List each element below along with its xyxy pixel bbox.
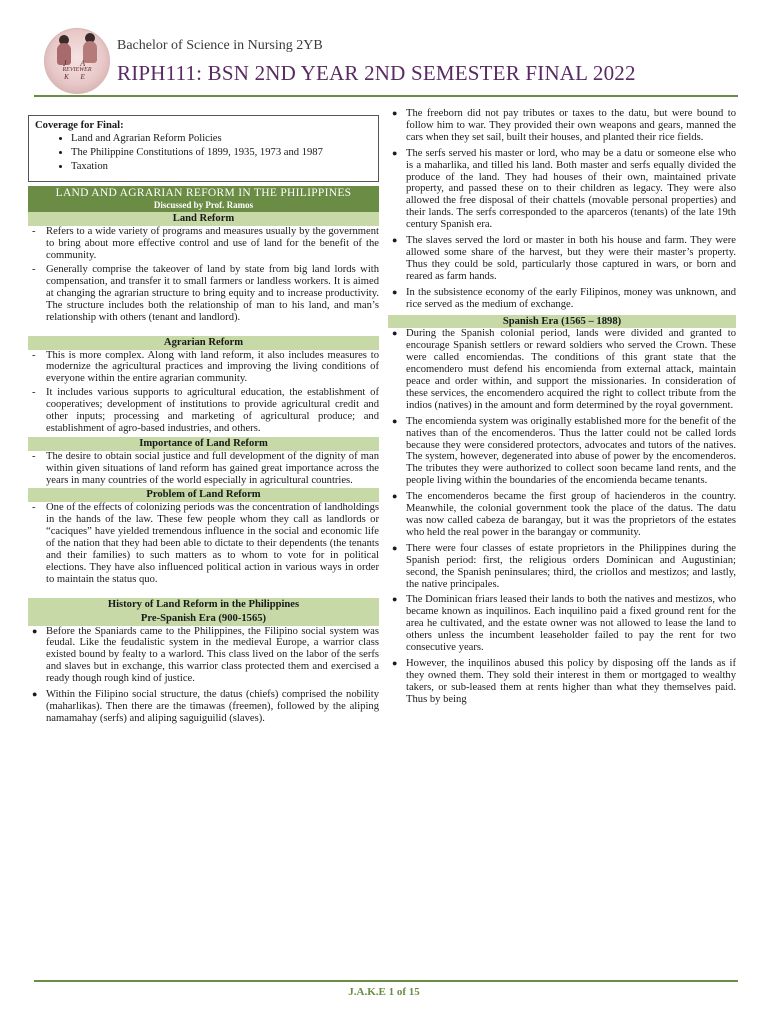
list-item [388,416,736,487]
list-item [28,689,379,725]
logo-text: K E [64,73,90,81]
bullet-marker: ● [392,286,398,297]
list-item-text: The desire to obtain social justice and full development of the dignity of man within given situations of land reform has gained great importance across the years in many countries of the world especially in agricultural countries. [46,450,379,486]
footer-divider [34,980,738,982]
coverage-item: • Taxation [71,161,372,173]
list-item-text: The Dominican friars leased their lands to both the natives and mestizos, who became known as inquilinos. Each inquilino paid a fixed ground rent for the area he cultivated, and the estate owner was not allowed to lease the land to others unless the incumbent leaseholder failed to pay the rent for two consecutive years. [406,594,736,654]
list-item-text: Within the Filipino social structure, the datus (chiefs) comprised the nobility (maharlikas). Then there are the timawas (freemen), followed by the aliping namamahay (serfs) and aliping saguiguilid (slaves). [46,689,379,724]
list-item-text: There were four classes of estate proprietors in the Philippines during the Spanish period: first, the religious orders Dominican and Augustinian; second, the Spanish peninsulares; third, the criollos and mestizos; and lastly, the native principales. [406,542,736,590]
list-item [388,543,736,591]
bullet-marker: ● [32,625,38,636]
list-item-text: The serfs served his master or lord, who may be a datu or someone else who is a maharlika, and tilled his land. Both master and serfs equally divided the produce of the land. They had houses of their own, maintained private property, and passed these on to their children as legacy. They were also allowed the free disposal of their chattels (movable personal properties) and their lands. The serfs corresponded to the aparceros (tenants) of the late 19th century Spanish era. [406,147,736,231]
coverage-title: Coverage for Final: [35,120,124,131]
list-item [28,387,379,435]
list-item-text: The freeborn did not pay tributes or taxes to the datu, but were bound to follow him to war. They provided their own weapons and gears, manned the cars when they set sail, built their houses, and planted their rice fields. [406,108,736,143]
header-divider [34,95,738,97]
list-item-text: The slaves served the lord or master in both his house and farm. They were allowed some share of the harvest, but they were their master’s property. Thus they could be sold, particularly those captured in wars, or born and reared as farm hands. [406,235,736,282]
list-item [388,594,736,654]
pre-spanish-heading: Pre-Spanish Era (900-1565) [28,612,379,626]
bullet-marker: ● [32,689,38,700]
problem-heading: Problem of Land Reform [28,488,379,502]
bullet-marker: ● [392,491,398,502]
document-subtitle: Bachelor of Science in Nursing 2YB [117,38,323,53]
dash-marker: - [32,450,36,462]
dash-marker: - [32,349,36,361]
main-section-header [28,186,379,213]
dash-marker: - [32,387,36,399]
list-item-text: This is more complex. Along with land reform, it also includes measures to modernize the agricultural practices and improving the living conditions of everyone within the entire agrarian community. [46,349,379,385]
right-column [388,108,736,710]
page-footer: J.A.K.E 1 of 15 [348,986,420,998]
list-item-text: Refers to a wide variety of programs and measures usually by the government to bring about more effective control and use of land for the benefit of the community. [46,226,379,262]
list-item [28,502,379,585]
list-item [28,264,379,324]
list-item [28,226,379,262]
bullet-marker: ● [392,657,398,668]
coverage-list [35,133,372,173]
list-item [388,108,736,144]
dash-marker: - [32,502,36,514]
bullet-marker: ● [392,542,398,553]
list-item-text: Generally comprise the takeover of land by state from big land lords with compensation, and transfer it to small farmers or landless workers. It is aimed at changing the agrarian structure to bring equity and to increase productivity. The structure includes both the relationship of man to his land, and man’s relationship with others (tenant and landlord). [46,264,379,323]
list-item [388,328,736,411]
bullet-marker: ● [392,235,398,246]
dash-marker: - [32,264,36,276]
spanish-era-heading: Spanish Era (1565 – 1898) [388,315,736,329]
bullet-marker: ● [392,147,398,158]
main-section-byline: Discussed by Prof. Ramos [153,199,254,210]
bullet-marker: ● [392,415,398,426]
list-item [388,491,736,539]
list-item-text: During the Spanish colonial period, lands were divided and granted to encourage Spanish settlers or reward soldiers who served the Crown. These were called encomiendas. The conditions of this grant state that the encomendero must defend his encomienda from external attack, maintain peace and order within, and support the missionaries. In consideration of these services, the encomendero acquired the right to collect tribute from the indios (natives) in the amount and form determined by the royal government. [406,328,736,411]
list-item-text: The encomienda system was originally established more for the benefit of the natives than of the encomenderos. Thus the latter could not be called lords because they were considered protectors, advocates and tutors of the natives. The system, however, degenerated into abuse of power by the encomenderos. The tributes they were authorized to collect soon became land rents, and the people living within the boundaries of the encomienda became tenants. [406,415,736,487]
coverage-box [28,115,379,182]
list-item-text: In the subsistence economy of the early Filipinos, money was unknown, and rice served as the medium of exchange. [406,286,736,310]
dash-marker: - [32,226,36,238]
document-title: RIPH111: BSN 2ND YEAR 2ND SEMESTER FINAL 2022 [117,61,636,85]
agrarian-reform-heading: Agrarian Reform [28,336,379,350]
list-item [388,287,736,311]
page-header [0,0,768,100]
bullet-marker: ● [392,328,398,339]
list-item-text: However, the inquilinos abused this policy by disposing off the lands as if they owned them. They sold their interest in them or mortgaged to wealthy takers, or sub-leased them at rents higher than what they themselves paid. Thus by being [406,657,736,705]
logo-text: J A [62,59,92,68]
list-item [28,626,379,686]
list-item [28,350,379,386]
list-item-text: One of the effects of colonizing periods was the concentration of landholdings in the hands of the law. These few people whom they call as landlords or “caciques” have yielded tremendous influence in the social and economic life of the nation that they had been able to dictate to their dependents (the tenants and their families) to such matters as to whom to vote for in political elections. They have also influenced political action in various ways in order to maintain the status quo. [46,502,379,585]
list-item-text: Before the Spaniards came to the Philippines, the Filipino social system was feudal. Like the feudalistic system in the medieval Europe, a warrior class existed bound by fealty to a warlord. This class lived on the labor of the serfs and slaves but in exchange, this warrior class protected them and exercised a ready though rough kind of justice. [46,625,379,685]
list-item-text: The encomenderos became the first group of hacienderos in the country. Meanwhile, the colonial government took the place of the datus. The datu was now called cabeza de barangay, but it was the proprietors of the estates who held the real power in the barangay or community. [406,491,736,538]
coverage-item: • The Philippine Constitutions of 1899, 1935, 1973 and 1987 [71,147,372,159]
list-item [28,451,379,487]
left-column [28,108,379,729]
list-item [388,658,736,706]
bullet-marker: ● [392,108,398,118]
list-item-text: It includes various supports to agricultural education, the establishment of cooperatives; development of institutions to provide agricultural credit and other inputs; processing and marketing of agricultural produce; and establishment of agro-based industries, and others. [46,387,379,434]
list-item [388,235,736,283]
list-item [388,148,736,231]
reviewer-logo [44,28,110,94]
coverage-item: • Land and Agrarian Reform Policies [71,133,372,145]
land-reform-heading: Land Reform [28,212,379,226]
bullet-marker: ● [392,594,398,605]
importance-heading: Importance of Land Reform [28,437,379,451]
logo-text: REVIEWER [62,67,92,73]
history-heading: History of Land Reform in the Philippines [28,598,379,612]
main-section-title: LAND AND AGRARIAN REFORM IN THE PHILIPPINES [55,186,352,199]
